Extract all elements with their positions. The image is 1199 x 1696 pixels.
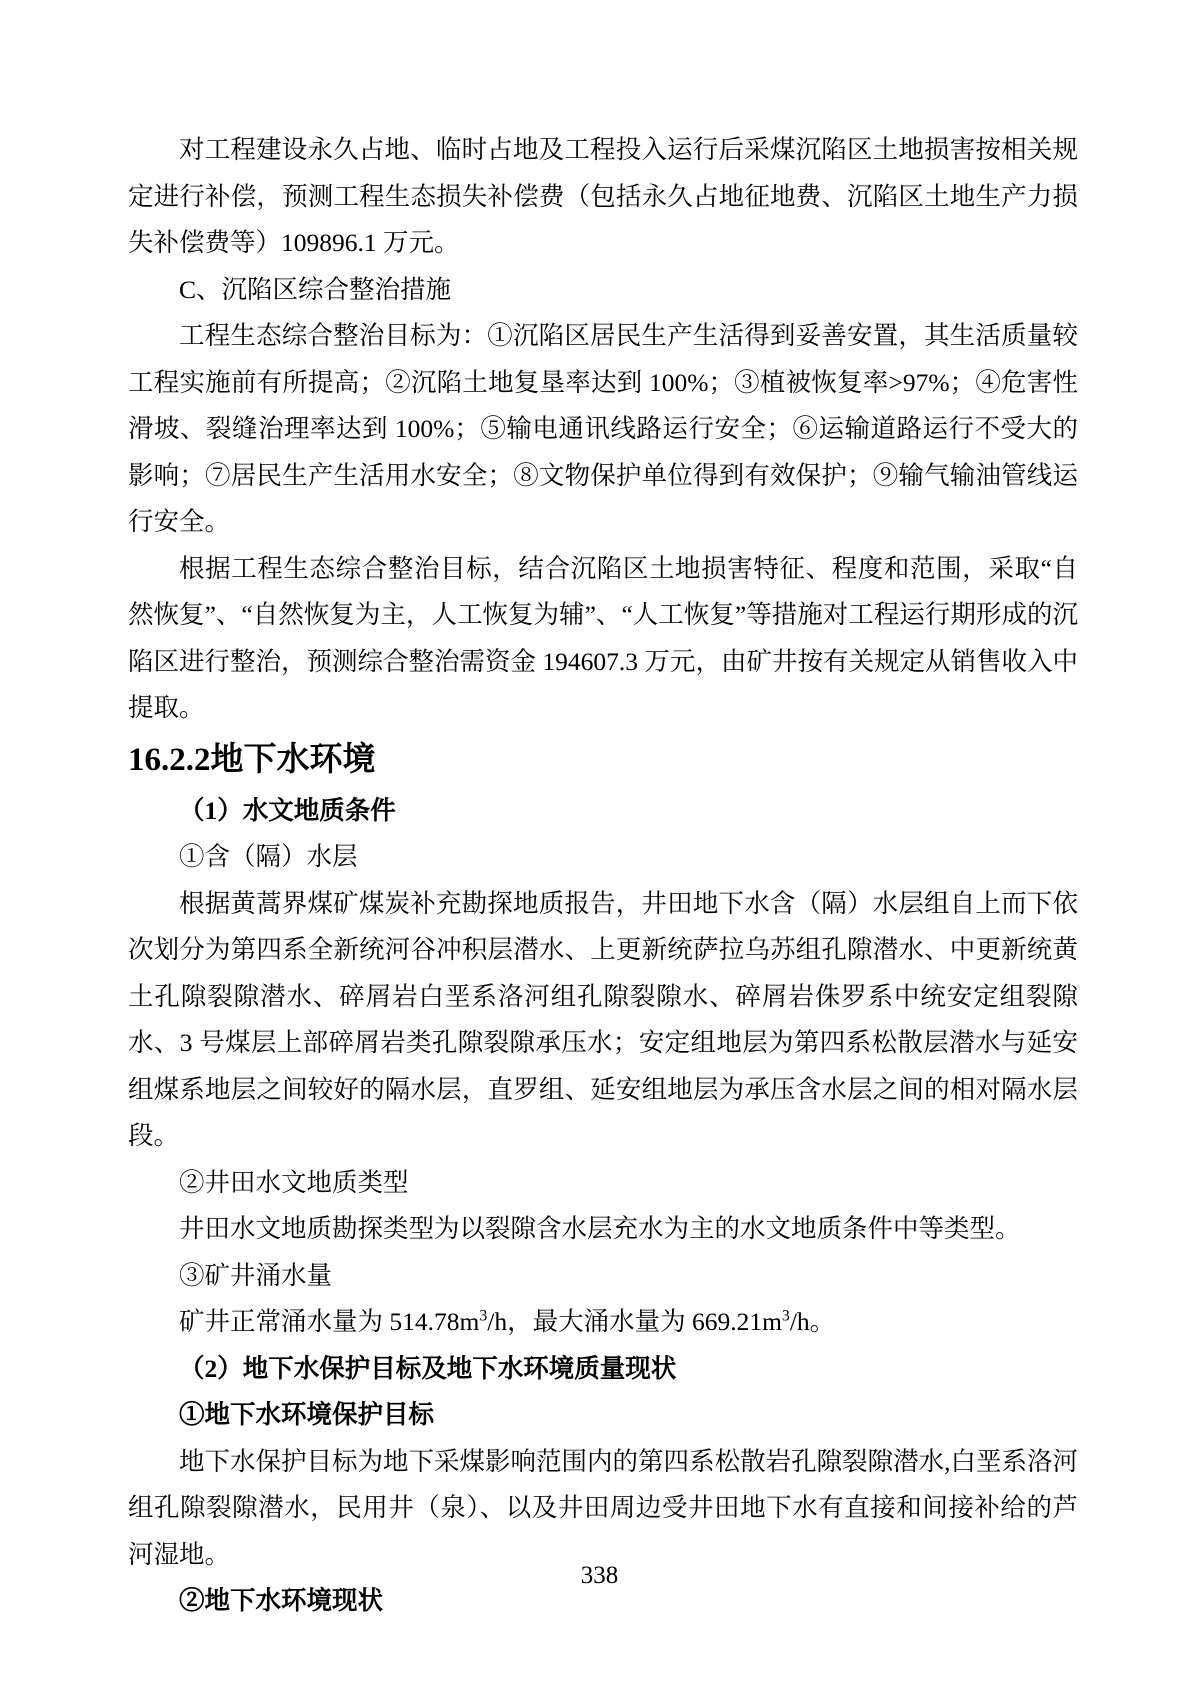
item-heading-protection-targets: ①地下水环境保护目标 bbox=[179, 1400, 435, 1429]
page-number: 338 bbox=[580, 1562, 619, 1589]
item-heading-hydrogeological-type: ②井田水文地质类型 bbox=[179, 1167, 409, 1197]
section-heading-groundwater: 16.2.2地下水环境 bbox=[128, 741, 376, 778]
paragraph-compensation: 对工程建设永久占地、临时占地及工程投入运行后采煤沉陷区土地损害按相关规定进行补偿，预测工程生态损失补偿费（包括永久占地征地费、沉陷区土地生产力损失补偿费等）109896.1 万元。 bbox=[128, 135, 1078, 257]
paragraph-protection-targets: 地下水保护目标为地下采煤影响范围内的第四系松散岩孔隙裂隙潜水,白垩系洛河组孔隙裂隙潜水，民用井（泉）、以及井田周边受井田地下水有直接和间接补给的芦河湿地。 bbox=[128, 1446, 1078, 1569]
document-body bbox=[128, 127, 1078, 1625]
water-inflow-text: 矿井正常涌水量为 514.78m bbox=[179, 1307, 480, 1336]
paragraph-remediation-measures: 根据工程生态综合整治目标，结合沉陷区土地损害特征、程度和范围，采取“自然恢复”、“自然恢复为主，人工恢复为辅”、“人工恢复”等措施对工程运行期形成的沉陷区进行整治，预测综合整治需资金 194607.3 万元，由矿井按有关规定从销售收入中提取。 bbox=[128, 553, 1078, 722]
paragraph-remediation-goals: 工程生态综合整治目标为：①沉陷区居民生产生活得到妥善安置，其生活质量较工程实施前有所提高；②沉陷土地复垦率达到 100%；③植被恢复率>97%；④危害性滑坡、裂缝治理率达到 100%；⑤输电通讯线路运行安全；⑥运输道路运行不受大的影响；⑦居民生产生活用水安全；⑧文物保护单位得到有效保护；⑨输气输油管线运行安全。 bbox=[128, 321, 1078, 536]
subheading-protection-targets: （2）地下水保护目标及地下水环境质量现状 bbox=[179, 1353, 677, 1383]
item-heading-mine-water-inflow: ③矿井涌水量 bbox=[179, 1260, 333, 1290]
paragraph-hydrogeological-type: 井田水文地质勘探类型为以裂隙含水层充水为主的水文地质条件中等类型。 bbox=[179, 1214, 1021, 1243]
water-inflow-text: /h，最大涌水量为 669.21m bbox=[487, 1307, 782, 1336]
paragraph-mine-water-inflow bbox=[128, 1299, 1078, 1346]
subheading-hydrogeological-conditions: （1）水文地质条件 bbox=[179, 795, 396, 825]
superscript-cubed: 3 bbox=[479, 1307, 488, 1325]
paragraph-c-subsection-title: C、沉陷区综合整治措施 bbox=[179, 274, 452, 304]
item-heading-aquifer-layers: ①含（隔）水层 bbox=[179, 842, 358, 871]
superscript-cubed: 3 bbox=[781, 1307, 790, 1325]
water-inflow-text: /h。 bbox=[789, 1307, 836, 1336]
paragraph-aquifer-description: 根据黄蒿界煤矿煤炭补充勘探地质报告，井田地下水含（隔）水层组自上而下依次划分为第四系全新统河谷冲积层潜水、上更新统萨拉乌苏组孔隙潜水、中更新统黄土孔隙裂隙潜水、碎屑岩白垩系洛河组孔隙裂隙水、碎屑岩侏罗系中统安定组裂隙水、3 号煤层上部碎屑岩类孔隙裂隙承压水；安定组地层为第四系松散层潜水与延安组煤系地层之间较好的隔水层，直罗组、延安组地层为承压含水层之间的相对隔水层段。 bbox=[128, 888, 1078, 1150]
item-heading-groundwater-status: ②地下水环境现状 bbox=[179, 1586, 384, 1615]
